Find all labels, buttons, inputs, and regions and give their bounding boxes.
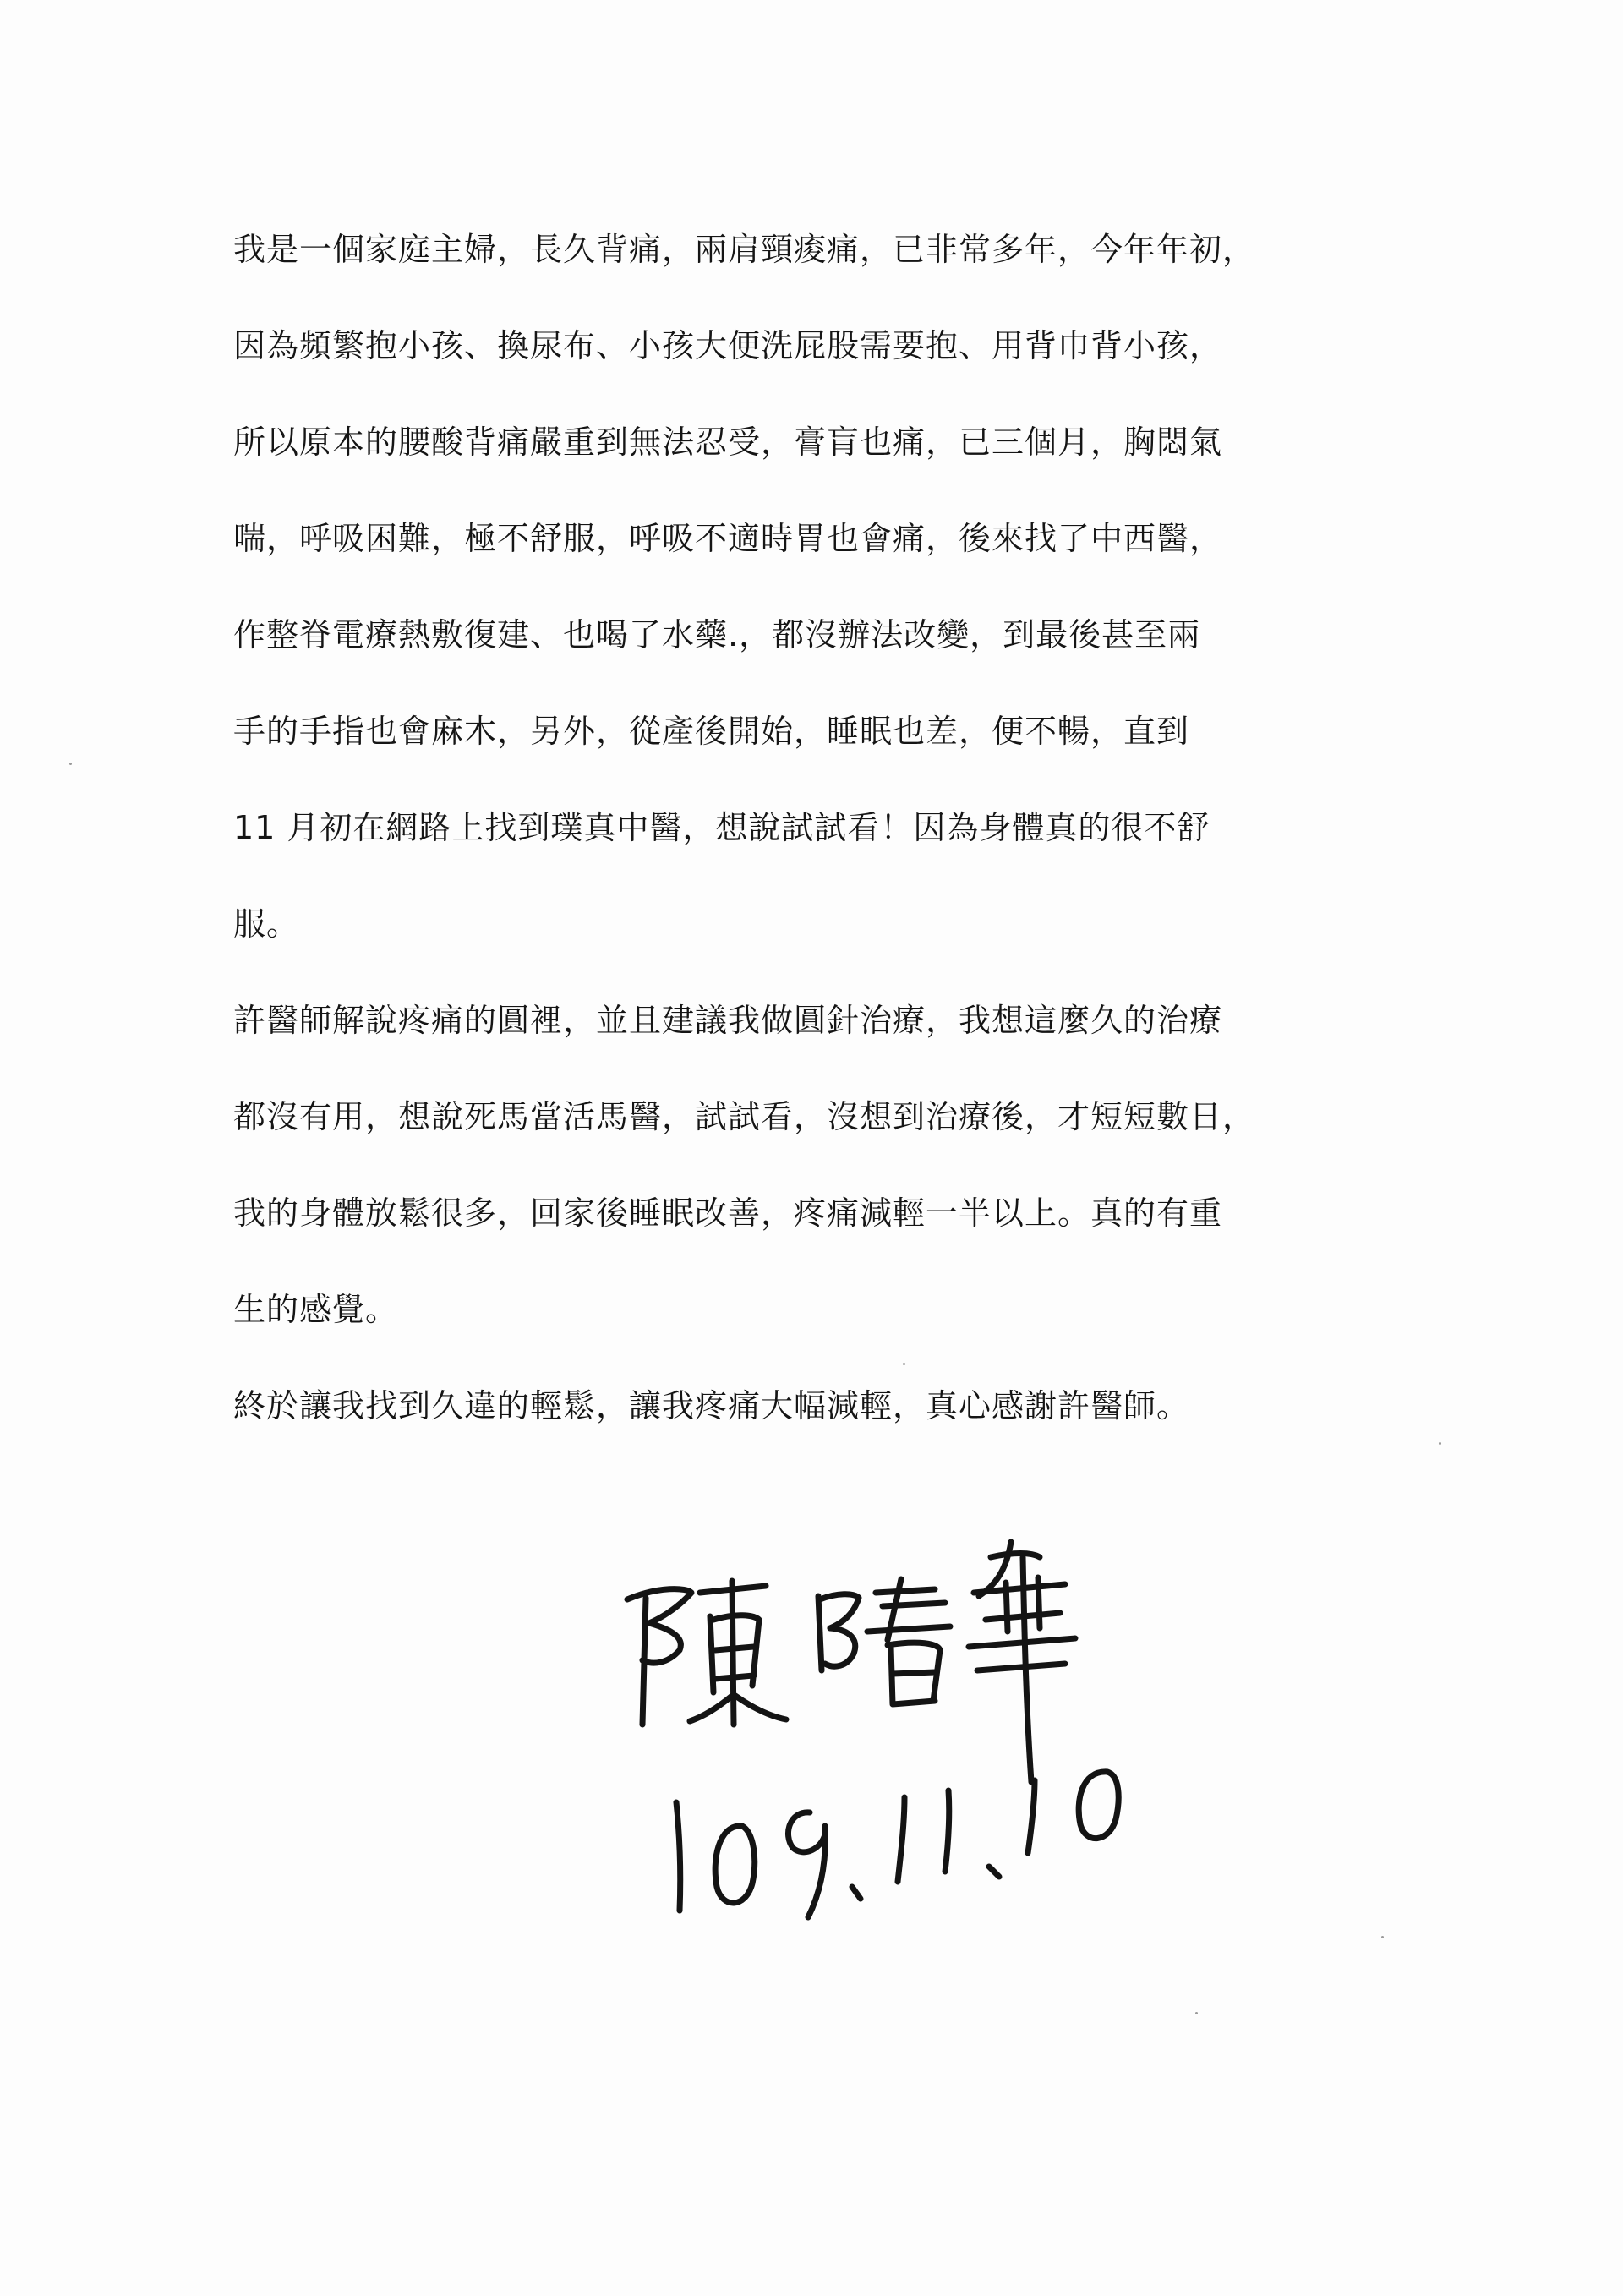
text-line: 都沒有用，想說死馬當活馬醫，試試看，沒想到治療後，才短短數日， (233, 1098, 1256, 1135)
text-line: 手的手指也會麻木，另外，從產後開始，睡眠也差，便不暢，直到 (233, 713, 1190, 750)
text-line: 因為頻繁抱小孩、換尿布、小孩大便洗屁股需要抱、用背巾背小孩， (233, 327, 1223, 364)
scan-speck (1439, 1442, 1441, 1445)
text-line: 所以原本的腰酸背痛嚴重到無法忍受，膏肓也痛，已三個月，胸悶氣 (233, 424, 1223, 461)
letter-body (233, 201, 1400, 1454)
scan-speck (903, 1363, 905, 1365)
text-line: 服。 (233, 905, 300, 943)
text-line: 喘，呼吸困難，極不舒服，呼吸不適時胃也會痛，後來找了中西醫， (233, 520, 1223, 557)
scan-speck (1381, 1936, 1384, 1938)
text-line: 終於讓我找到久違的輕鬆，讓我疼痛大幅減輕，真心感謝許醫師。 (233, 1387, 1190, 1424)
scan-speck (69, 763, 72, 765)
scan-speck (1195, 2012, 1198, 2014)
text-line: 作整脊電療熱敷復建、也喝了水藥.，都沒辦法改變，到最後甚至兩 (233, 616, 1201, 653)
text-line: 生的感覺。 (233, 1291, 399, 1328)
text-line: 11 月初在網路上找到璞真中醫，想說試試看！因為身體真的很不舒 (233, 809, 1210, 846)
handwritten-signature (609, 1505, 1217, 1978)
text-line: 許醫師解說疼痛的圓裡，並且建議我做圓針治療，我想這麼久的治療 (233, 1002, 1223, 1039)
text-line: 我是一個家庭主婦，長久背痛，兩肩頸痠痛，已非常多年，今年年初， (233, 231, 1256, 268)
text-line: 我的身體放鬆很多，回家後睡眠改善，疼痛減輕一半以上。真的有重 (233, 1194, 1223, 1232)
